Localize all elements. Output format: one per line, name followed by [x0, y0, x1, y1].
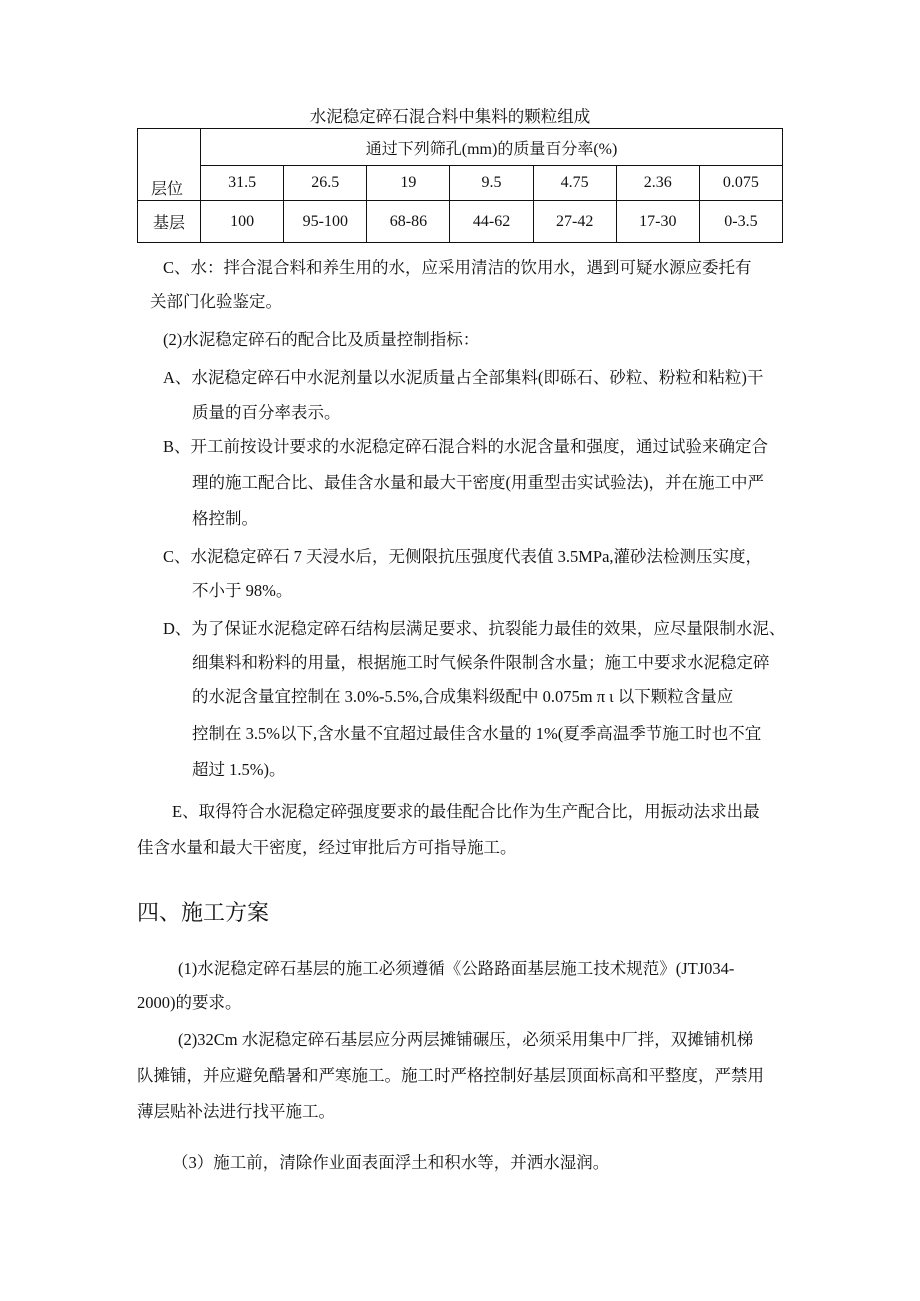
paragraph-line: 理的施工配合比、最佳含水量和最大干密度(用重型击实试验法)，并在施工中严 — [192, 473, 764, 492]
paragraph-line: (2)水泥稳定碎石的配合比及质量控制指标： — [163, 330, 480, 349]
paragraph-line: 格控制。 — [192, 509, 258, 528]
layer-label-cell: 基层 — [138, 201, 201, 243]
sieve-size-row — [138, 166, 783, 201]
paragraph-line: （3）施工前，清除作业面表面浮土和积水等，并洒水湿润。 — [172, 1153, 610, 1172]
paragraph-line: 关部门化验鉴定。 — [150, 292, 282, 311]
sieve-size-cell: 0.075 — [699, 166, 782, 201]
paragraph-line: 超过 1.5%)。 — [192, 760, 286, 779]
paragraph-line: 质量的百分率表示。 — [192, 403, 341, 422]
paragraph-line: 不小于 98%。 — [192, 581, 293, 600]
grain-composition-table — [137, 128, 783, 243]
paragraph-line: 佳含水量和最大干密度，经过审批后方可指导施工。 — [137, 838, 517, 857]
section-heading: 四、施工方案 — [137, 900, 270, 925]
passing-percent-cell: 27-42 — [533, 201, 616, 243]
layer-column-header: 层位 — [138, 129, 201, 201]
sieve-size-cell: 31.5 — [201, 166, 284, 201]
paragraph-line: 薄层贴补法进行找平施工。 — [137, 1102, 335, 1121]
paragraph-line: A、水泥稳定碎石中水泥剂量以水泥质量占全部集料(即砾石、砂粒、粉粒和粘粒)干 — [163, 368, 764, 387]
sieve-group-header: 通过下列筛孔(mm)的质量百分率(%) — [201, 129, 783, 166]
paragraph-line: C、水泥稳定碎石 7 天浸水后，无侧限抗压强度代表值 3.5MPa,灌砂法检测压实度， — [163, 547, 763, 566]
table-row — [138, 201, 783, 243]
table-caption: 水泥稳定碎石混合料中集料的颗粒组成 — [309, 107, 591, 126]
sieve-size-cell: 19 — [367, 166, 450, 201]
paragraph-line: 队摊铺，并应避免酷暑和严寒施工。施工时严格控制好基层顶面标高和平整度，严禁用 — [137, 1066, 764, 1085]
paragraph-line: 细集料和粉料的用量，根据施工时气候条件限制含水量；施工中要求水泥稳定碎 — [192, 653, 770, 672]
paragraph-line: 控制在 3.5%以下,含水量不宜超过最佳含水量的 1%(夏季高温季节施工时也不宜 — [192, 724, 762, 743]
sieve-size-cell: 4.75 — [533, 166, 616, 201]
passing-percent-cell: 17-30 — [616, 201, 699, 243]
paragraph-line: (2)32Cm 水泥稳定碎石基层应分两层摊铺碾压，必须采用集中厂拌，双摊铺机梯 — [178, 1030, 754, 1049]
paragraph-line: (1)水泥稳定碎石基层的施工必须遵循《公路路面基层施工技术规范》(JTJ034- — [178, 959, 735, 978]
passing-percent-cell: 95-100 — [284, 201, 367, 243]
paragraph-line: D、为了保证水泥稳定碎石结构层满足要求、抗裂能力最佳的效果，应尽量限制水泥、 — [163, 619, 786, 638]
sieve-size-cell: 9.5 — [450, 166, 533, 201]
table-header-row — [138, 129, 783, 166]
passing-percent-cell: 68-86 — [367, 201, 450, 243]
paragraph-line: 2000)的要求。 — [137, 993, 242, 1012]
passing-percent-cell: 0-3.5 — [699, 201, 782, 243]
sieve-size-cell: 26.5 — [284, 166, 367, 201]
paragraph-line: C、水：拌合混合料和养生用的水，应采用清洁的饮用水，遇到可疑水源应委托有 — [163, 258, 752, 277]
paragraph-line: B、开工前按设计要求的水泥稳定碎石混合料的水泥含量和强度，通过试验来确定合 — [163, 437, 769, 456]
paragraph-line: 的水泥含量宜控制在 3.0%-5.5%,合成集料级配中 0.075m π ι 以下颗粒含量应 — [192, 687, 734, 706]
sieve-size-cell: 2.36 — [616, 166, 699, 201]
passing-percent-cell: 44-62 — [450, 201, 533, 243]
passing-percent-cell: 100 — [201, 201, 284, 243]
paragraph-line: E、取得符合水泥稳定碎强度要求的最佳配合比作为生产配合比，用振动法求出最 — [172, 802, 760, 821]
